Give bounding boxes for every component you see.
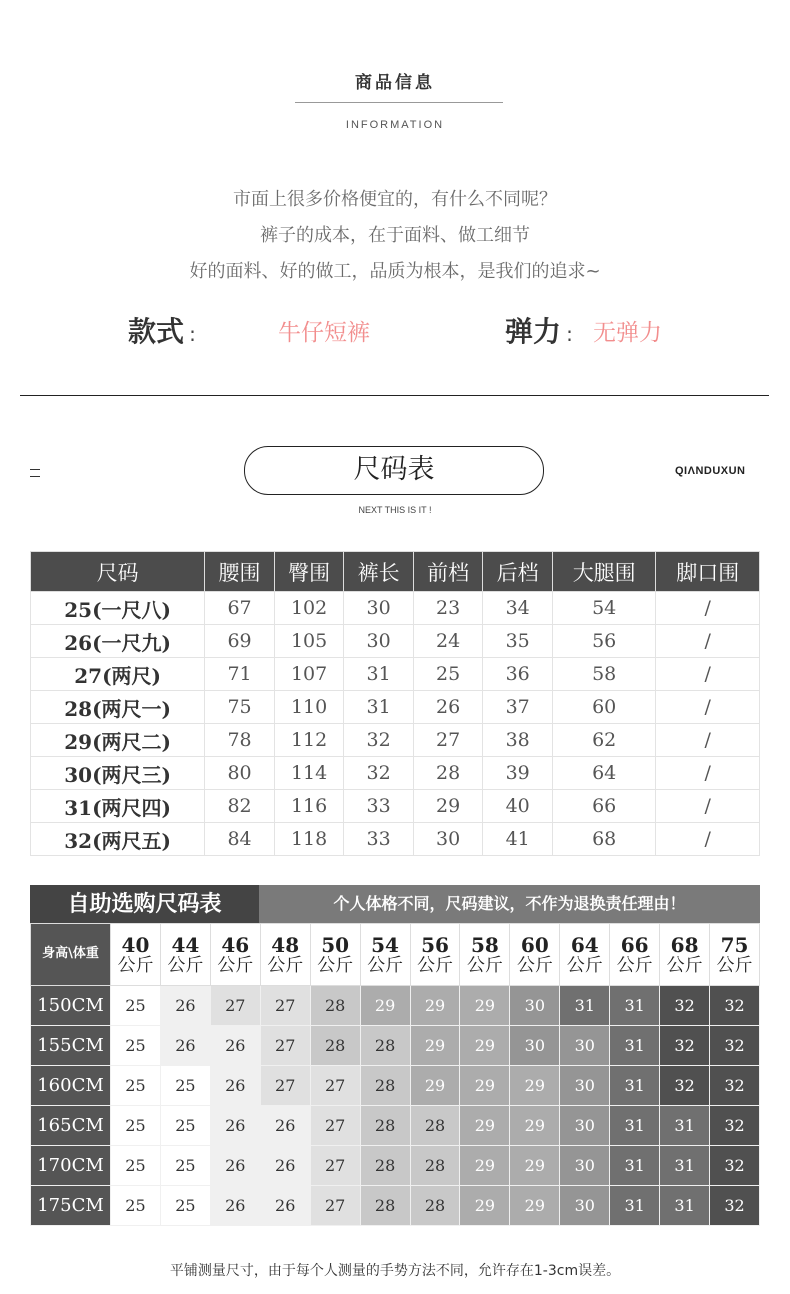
- weight-unit: 公斤: [516, 954, 553, 976]
- recommended-size-cell: 25: [111, 1026, 161, 1066]
- size-value-cell: 34: [483, 592, 553, 625]
- weight-value: 48: [271, 932, 300, 957]
- recommended-size-cell: 27: [310, 1146, 360, 1186]
- table-row: [31, 1186, 760, 1226]
- weight-unit: 公斤: [117, 954, 154, 976]
- weight-unit: 公斤: [217, 954, 254, 976]
- table-row: [31, 724, 760, 757]
- dash-mark: [30, 476, 40, 477]
- size-value-cell: 58: [552, 658, 656, 691]
- recommended-size-cell: 29: [460, 1146, 510, 1186]
- recommended-size-cell: 28: [410, 1186, 460, 1226]
- size-value-cell: 78: [205, 724, 275, 757]
- weight-unit: 公斤: [267, 954, 304, 976]
- size-value-cell: 30: [413, 823, 483, 856]
- recommend-note: 个人体格不同，尺码建议，不作为退换责任理由！: [259, 885, 760, 923]
- weight-header-cell: [660, 924, 710, 986]
- weight-header-cell: [160, 924, 210, 986]
- size-label-cell: 29(两尺二): [31, 724, 205, 757]
- table-row: [31, 757, 760, 790]
- size-value-cell: /: [656, 790, 760, 823]
- size-value-cell: 40: [483, 790, 553, 823]
- table-row: [31, 1066, 760, 1106]
- recommended-size-cell: 28: [410, 1106, 460, 1146]
- recommended-size-cell: 26: [160, 1026, 210, 1066]
- weight-unit: 公斤: [566, 954, 603, 976]
- size-value-cell: 105: [274, 625, 344, 658]
- recommended-size-cell: 31: [610, 1146, 660, 1186]
- recommended-size-cell: 25: [160, 1066, 210, 1106]
- recommended-size-cell: 30: [560, 1146, 610, 1186]
- size-chart-subtitle: NEXT THIS IS IT !: [358, 505, 432, 515]
- style-label: 款式: [128, 315, 185, 348]
- weight-value: 75: [720, 932, 749, 957]
- size-value-cell: 56: [552, 625, 656, 658]
- recommended-size-cell: 28: [360, 1186, 410, 1226]
- recommended-size-cell: 26: [210, 1066, 260, 1106]
- size-value-cell: 69: [205, 625, 275, 658]
- weight-value: 40: [121, 932, 150, 957]
- recommended-size-cell: 26: [260, 1146, 310, 1186]
- size-value-cell: 25: [413, 658, 483, 691]
- weight-value: 44: [171, 932, 200, 957]
- size-value-cell: 38: [483, 724, 553, 757]
- recommended-size-cell: 28: [360, 1066, 410, 1106]
- recommended-size-cell: 30: [560, 1186, 610, 1226]
- elastic-value: 无弹力: [593, 320, 662, 346]
- recommended-size-cell: 30: [560, 1106, 610, 1146]
- size-value-cell: 23: [413, 592, 483, 625]
- recommended-size-cell: 32: [710, 1026, 760, 1066]
- size-header-cell: 裤长: [344, 552, 414, 592]
- recommended-size-cell: 31: [560, 986, 610, 1026]
- recommended-size-cell: 32: [710, 1106, 760, 1146]
- recommended-size-cell: 25: [111, 986, 161, 1026]
- brand-logo: QIΛNDUXUN: [675, 465, 746, 477]
- size-value-cell: 82: [205, 790, 275, 823]
- size-label-cell: 31(两尺四): [31, 790, 205, 823]
- size-value-cell: /: [656, 658, 760, 691]
- recommended-size-cell: 25: [111, 1106, 161, 1146]
- recommended-size-cell: 25: [160, 1106, 210, 1146]
- size-value-cell: 33: [344, 790, 414, 823]
- size-header-cell: 前档: [413, 552, 483, 592]
- recommended-size-cell: 27: [210, 986, 260, 1026]
- weight-header-cell: [560, 924, 610, 986]
- intro-line-2: 裤子的成本，在于面料、做工细节: [260, 225, 530, 246]
- size-value-cell: /: [656, 724, 760, 757]
- recommended-size-cell: 27: [260, 1066, 310, 1106]
- intro-line-1: 市面上很多价格便宜的，有什么不同呢？: [233, 189, 557, 210]
- recommended-size-cell: 25: [160, 1186, 210, 1226]
- style-value: 牛仔短裤: [278, 320, 370, 346]
- weight-unit: 公斤: [666, 954, 703, 976]
- recommended-size-cell: 29: [460, 1066, 510, 1106]
- recommended-size-cell: 31: [660, 1186, 710, 1226]
- recommended-size-cell: 31: [610, 1066, 660, 1106]
- weight-unit: 公斤: [317, 954, 354, 976]
- recommended-size-cell: 29: [460, 986, 510, 1026]
- size-header-cell: 尺码: [31, 552, 205, 592]
- recommended-size-cell: 28: [360, 1146, 410, 1186]
- size-value-cell: 80: [205, 757, 275, 790]
- recommended-size-cell: 32: [660, 1026, 710, 1066]
- recommended-size-cell: 26: [210, 1026, 260, 1066]
- size-value-cell: /: [656, 823, 760, 856]
- size-header-cell: 大腿围: [552, 552, 656, 592]
- size-value-cell: 39: [483, 757, 553, 790]
- recommended-size-cell: 28: [410, 1146, 460, 1186]
- table-row: [31, 1106, 760, 1146]
- weight-header-cell: [610, 924, 660, 986]
- recommended-size-cell: 27: [260, 1026, 310, 1066]
- weight-value: 58: [470, 932, 499, 957]
- recommended-size-cell: 30: [560, 1026, 610, 1066]
- recommended-size-cell: 26: [160, 986, 210, 1026]
- table-row: [31, 823, 760, 856]
- size-value-cell: 71: [205, 658, 275, 691]
- recommended-size-cell: 32: [710, 1066, 760, 1106]
- size-value-cell: 30: [344, 625, 414, 658]
- size-value-cell: 36: [483, 658, 553, 691]
- height-cell: 175CM: [31, 1186, 111, 1226]
- recommended-size-cell: 27: [260, 986, 310, 1026]
- weight-value: 56: [421, 932, 449, 957]
- recommend-table: [30, 923, 760, 1226]
- table-row: [31, 691, 760, 724]
- size-value-cell: /: [656, 592, 760, 625]
- recommended-size-cell: 25: [111, 1146, 161, 1186]
- weight-header-cell: [460, 924, 510, 986]
- recommended-size-cell: 32: [710, 986, 760, 1026]
- recommended-size-cell: 29: [460, 1026, 510, 1066]
- recommended-size-cell: 31: [610, 986, 660, 1026]
- size-value-cell: /: [656, 691, 760, 724]
- size-chart-title: 尺码表: [244, 446, 544, 495]
- size-label-cell: 27(两尺): [31, 658, 205, 691]
- size-value-cell: 75: [205, 691, 275, 724]
- recommended-size-cell: 29: [460, 1106, 510, 1146]
- recommended-size-cell: 27: [310, 1186, 360, 1226]
- recommended-size-cell: 29: [510, 1146, 560, 1186]
- size-value-cell: 110: [274, 691, 344, 724]
- size-value-cell: 67: [205, 592, 275, 625]
- dash-mark: [30, 469, 40, 470]
- recommended-size-cell: 28: [360, 1106, 410, 1146]
- size-label-cell: 32(两尺五): [31, 823, 205, 856]
- table-row: [31, 986, 760, 1026]
- weight-value: 66: [620, 932, 649, 957]
- weight-header-cell: [410, 924, 460, 986]
- size-table: [30, 551, 760, 856]
- title-divider: [295, 102, 503, 103]
- recommended-size-cell: 32: [710, 1186, 760, 1226]
- size-value-cell: 54: [552, 592, 656, 625]
- recommend-title: 自助选购尺码表: [30, 885, 259, 923]
- section-title: 商品信息: [355, 73, 435, 93]
- recommended-size-cell: 31: [610, 1026, 660, 1066]
- size-value-cell: 32: [344, 724, 414, 757]
- weight-value: 50: [321, 932, 350, 957]
- size-value-cell: 102: [274, 592, 344, 625]
- height-weight-corner: 身高\体重: [31, 924, 111, 986]
- weight-value: 68: [670, 932, 699, 957]
- recommended-size-cell: 30: [560, 1066, 610, 1106]
- footnote: 平铺测量尺寸，由于每个人测量的手势方法不同，允许存在1-3cm误差。: [169, 1263, 621, 1279]
- weight-value: 60: [520, 932, 549, 957]
- weight-unit: 公斤: [167, 954, 204, 976]
- size-value-cell: 35: [483, 625, 553, 658]
- weight-header-cell: [310, 924, 360, 986]
- size-value-cell: 60: [552, 691, 656, 724]
- recommended-size-cell: 26: [210, 1146, 260, 1186]
- weight-header-cell: [710, 924, 760, 986]
- size-value-cell: 27: [413, 724, 483, 757]
- size-value-cell: 30: [344, 592, 414, 625]
- table-row: [31, 1026, 760, 1066]
- size-value-cell: 116: [274, 790, 344, 823]
- size-value-cell: 112: [274, 724, 344, 757]
- size-value-cell: 28: [413, 757, 483, 790]
- recommended-size-cell: 28: [310, 986, 360, 1026]
- recommended-size-cell: 27: [310, 1066, 360, 1106]
- size-value-cell: 118: [274, 823, 344, 856]
- table-row: [31, 1146, 760, 1186]
- size-value-cell: 114: [274, 757, 344, 790]
- recommended-size-cell: 29: [410, 1066, 460, 1106]
- recommended-size-cell: 32: [660, 1066, 710, 1106]
- size-value-cell: 37: [483, 691, 553, 724]
- recommended-size-cell: 31: [610, 1186, 660, 1226]
- weight-value: 46: [221, 932, 250, 957]
- size-value-cell: 107: [274, 658, 344, 691]
- size-value-cell: 24: [413, 625, 483, 658]
- size-value-cell: 26: [413, 691, 483, 724]
- size-value-cell: 84: [205, 823, 275, 856]
- size-header-cell: 后档: [483, 552, 553, 592]
- recommended-size-cell: 28: [360, 1026, 410, 1066]
- size-value-cell: 62: [552, 724, 656, 757]
- size-value-cell: 33: [344, 823, 414, 856]
- recommended-size-cell: 31: [610, 1106, 660, 1146]
- recommended-size-cell: 26: [210, 1186, 260, 1226]
- recommended-size-cell: 29: [510, 1186, 560, 1226]
- size-value-cell: 31: [344, 658, 414, 691]
- size-value-cell: 68: [552, 823, 656, 856]
- size-value-cell: /: [656, 625, 760, 658]
- recommended-size-cell: 29: [510, 1066, 560, 1106]
- size-header-cell: 臀围: [274, 552, 344, 592]
- height-cell: 155CM: [31, 1026, 111, 1066]
- style-attribute: [128, 310, 196, 350]
- weight-value: 54: [371, 932, 399, 957]
- size-label-cell: 30(两尺三): [31, 757, 205, 790]
- size-label-cell: 26(一尺九): [31, 625, 205, 658]
- weight-header-cell: [210, 924, 260, 986]
- height-cell: 160CM: [31, 1066, 111, 1106]
- recommended-size-cell: 25: [111, 1066, 161, 1106]
- recommended-size-cell: 29: [510, 1106, 560, 1146]
- recommended-size-cell: 30: [510, 986, 560, 1026]
- recommended-size-cell: 32: [660, 986, 710, 1026]
- size-value-cell: 64: [552, 757, 656, 790]
- size-label-cell: 28(两尺一): [31, 691, 205, 724]
- recommended-size-cell: 26: [260, 1186, 310, 1226]
- height-cell: 170CM: [31, 1146, 111, 1186]
- weight-unit: 公斤: [616, 954, 653, 976]
- table-row: [31, 625, 760, 658]
- weight-header-cell: [111, 924, 161, 986]
- recommended-size-cell: 25: [160, 1146, 210, 1186]
- intro-line-3: 好的面料、好的做工，品质为根本，是我们的追求~: [189, 261, 601, 282]
- weight-unit: 公斤: [416, 954, 453, 976]
- size-value-cell: 32: [344, 757, 414, 790]
- weight-header-cell: [510, 924, 560, 986]
- elastic-attribute: [505, 310, 573, 350]
- recommended-size-cell: 25: [111, 1186, 161, 1226]
- recommended-size-cell: 31: [660, 1146, 710, 1186]
- recommended-size-cell: 29: [410, 1026, 460, 1066]
- size-header-cell: 脚口围: [656, 552, 760, 592]
- height-cell: 150CM: [31, 986, 111, 1026]
- recommended-size-cell: 29: [360, 986, 410, 1026]
- weight-unit: 公斤: [367, 954, 404, 976]
- recommended-size-cell: 26: [210, 1106, 260, 1146]
- weight-header-cell: [260, 924, 310, 986]
- section-subtitle: INFORMATION: [345, 119, 445, 131]
- size-header-cell: 腰围: [205, 552, 275, 592]
- recommended-size-cell: 27: [310, 1106, 360, 1146]
- table-row: [31, 790, 760, 823]
- recommended-size-cell: 28: [310, 1026, 360, 1066]
- size-value-cell: 41: [483, 823, 553, 856]
- weight-unit: 公斤: [466, 954, 503, 976]
- table-row: [31, 592, 760, 625]
- recommended-size-cell: 31: [660, 1106, 710, 1146]
- weight-unit: 公斤: [716, 954, 753, 976]
- recommended-size-cell: 32: [710, 1146, 760, 1186]
- size-value-cell: /: [656, 757, 760, 790]
- elastic-colon: :: [566, 322, 573, 346]
- size-value-cell: 29: [413, 790, 483, 823]
- style-colon: :: [189, 322, 196, 346]
- elastic-label: 弹力: [505, 315, 562, 348]
- size-value-cell: 66: [552, 790, 656, 823]
- size-label-cell: 25(一尺八): [31, 592, 205, 625]
- size-value-cell: 31: [344, 691, 414, 724]
- weight-header-cell: [360, 924, 410, 986]
- weight-value: 64: [570, 932, 599, 957]
- height-cell: 165CM: [31, 1106, 111, 1146]
- recommended-size-cell: 29: [460, 1186, 510, 1226]
- table-row: [31, 658, 760, 691]
- section-divider: [20, 395, 769, 396]
- recommended-size-cell: 26: [260, 1106, 310, 1146]
- recommended-size-cell: 29: [410, 986, 460, 1026]
- recommended-size-cell: 30: [510, 1026, 560, 1066]
